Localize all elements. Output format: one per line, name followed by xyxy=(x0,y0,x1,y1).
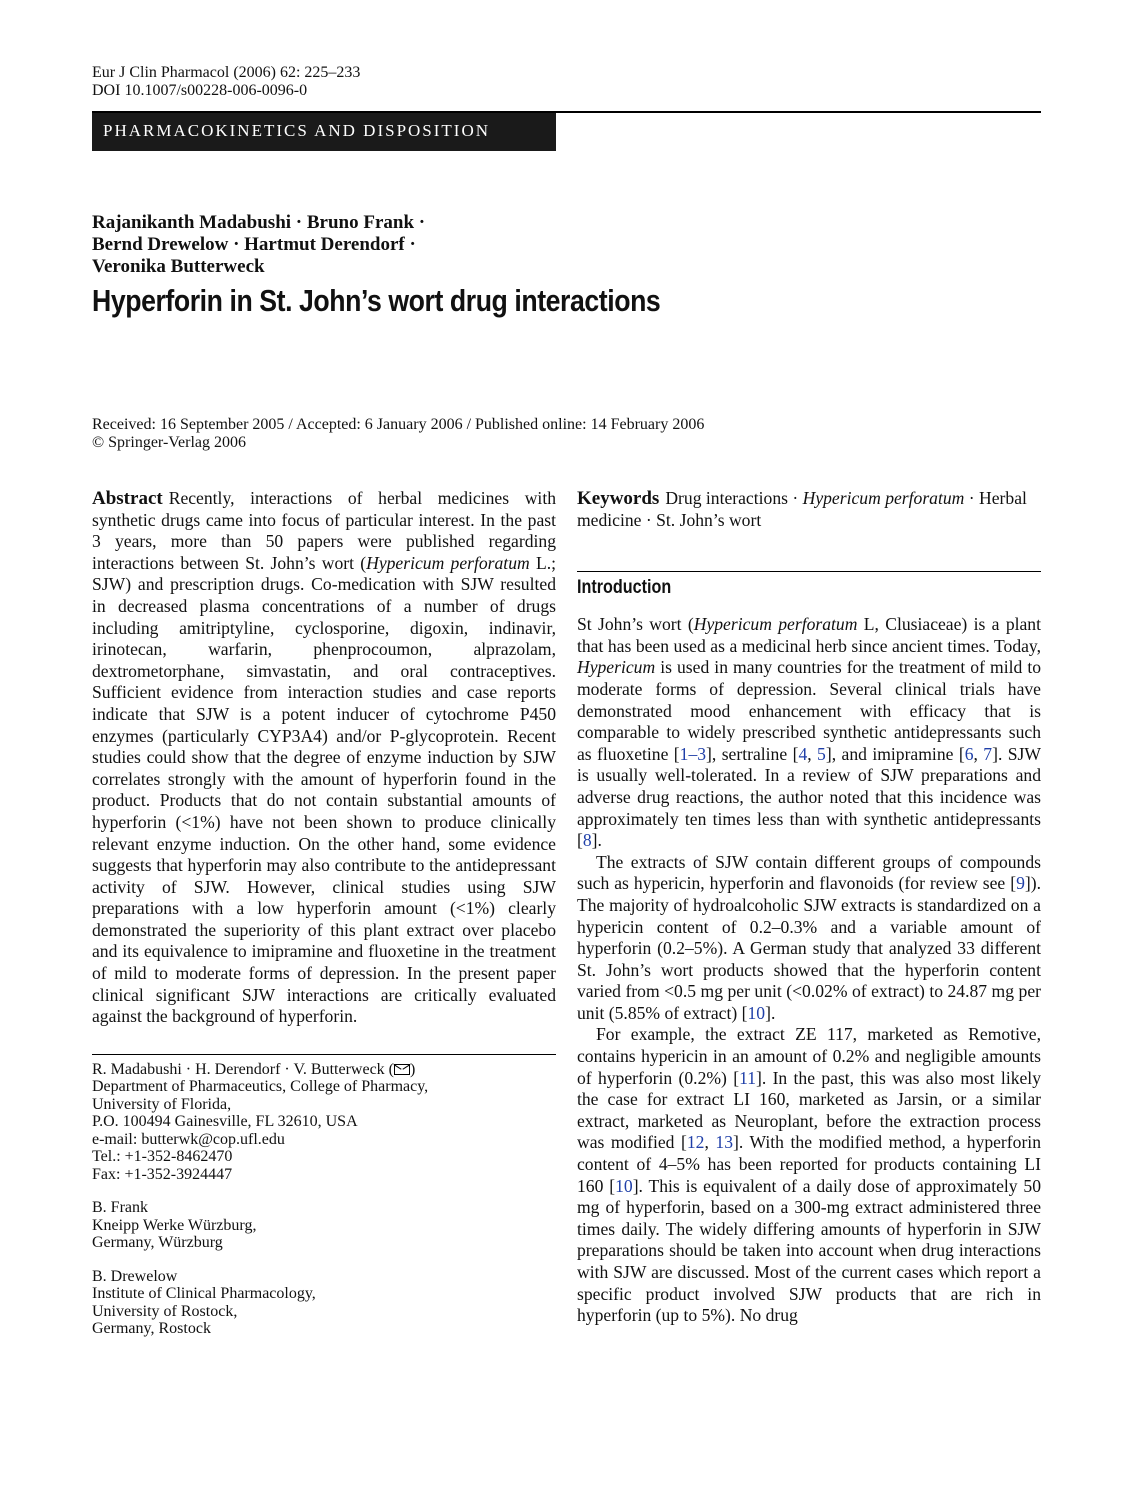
genus-name: Hypericum xyxy=(577,657,656,678)
text: ]). The majority of hydroalcoholic SJW extracts is standardized on a hypericin content of 0.2–0.3% and a variable amount of hyperforin (0.2–5%). A German study that analyzed 33 different St. John’s wort products showed that the hyperforin content varied from <0.5 mg per unit (<0.02% of extract) to 24.87 mg per unit (5.85% of extract) [ xyxy=(577,873,1041,1023)
keyword-species: Hypericum perforatum xyxy=(802,488,965,508)
citation-link[interactable]: 5 xyxy=(817,743,826,764)
paren: ) xyxy=(410,1060,416,1078)
affiliation-line: Germany, Rostock xyxy=(92,1320,211,1338)
publication-dates xyxy=(92,416,704,452)
fax-line: Fax: +1-352-3924447 xyxy=(92,1165,233,1183)
abstract xyxy=(92,488,556,1028)
text: is used in many countries for the treatment of mild to moderate forms of depression. Several clinical trials have demonstrated mood enhancement with efficacy that is comparable to widely prescribed synthetic antidepressants such as fluoxetine [ xyxy=(577,657,1041,764)
author-line: Veronika Butterweck xyxy=(92,256,265,277)
email-line: e-mail: butterwk@cop.ufl.edu xyxy=(92,1130,285,1148)
text: St John’s wort ( xyxy=(577,614,694,635)
affiliation-line: P.O. 100494 Gainesville, FL 32610, USA xyxy=(92,1113,358,1131)
introduction-rule xyxy=(577,571,1041,572)
affiliation-line xyxy=(92,1061,556,1079)
text: ]. This is equivalent of a daily dose of approximately 50 mg of hyperforin, based on a 300-mg extract administered three times daily. The widely differing amounts of hyperforin in SJW preparations should be taken into account when drug interactions with SJW are discussed. Most of the current cases which report a specific product involved SJW products that are rich in hyperforin (up to 5%). No drug xyxy=(577,1175,1041,1326)
citation-link[interactable]: 9 xyxy=(1016,873,1025,894)
affiliation-line: Kneipp Werke Würzburg, xyxy=(92,1216,257,1234)
text: , xyxy=(807,743,818,764)
doi: DOI 10.1007/s00228-006-0096-0 xyxy=(92,82,308,99)
journal-citation xyxy=(92,64,360,100)
envelope-icon xyxy=(394,1064,410,1075)
text: , xyxy=(973,743,984,764)
text: For example, the extract ZE 117, marketed as Remotive, contains hypericin in an amount of 0.2% and negligible amounts of hyperforin (0.2%) [ xyxy=(577,1024,1041,1088)
journal-reference: Eur J Clin Pharmacol (2006) 62: 225–233 xyxy=(92,64,361,81)
phone-line: Tel.: +1-352-8462470 xyxy=(92,1148,233,1166)
abstract-species: Hypericum perforatum xyxy=(366,552,530,573)
abstract-text: Recently, interactions of herbal medicines with synthetic drugs came into focus of particular interest. In the past 3 years, more than 50 papers were published regarding interactions between St. John’s wort ( xyxy=(92,488,556,573)
text: ]. With the modified method, a hyperforin content of 4–5% has been reported for products containing LI 160 [ xyxy=(577,1132,1041,1196)
article-title: Hyperforin in St. John’s wort drug interactions xyxy=(92,283,661,318)
intro-paragraph-2 xyxy=(577,852,1041,1025)
citation-link[interactable]: 8 xyxy=(582,830,592,851)
citation-link[interactable]: 13 xyxy=(715,1132,733,1153)
text: ]. xyxy=(591,830,602,851)
text: L, Clusiaceae) is a plant that has been used as a medicinal herb since ancient times. Today, xyxy=(577,614,1041,656)
affiliation-line: Department of Pharmaceutics, College of Pharmacy, xyxy=(92,1078,429,1096)
dates-line: Received: 16 September 2005 / Accepted: 6 January 2006 / Published online: 14 February 2006 xyxy=(92,416,705,433)
citation-link[interactable]: 11 xyxy=(739,1067,757,1088)
keywords-label: Keywords xyxy=(577,488,660,509)
text: , xyxy=(704,1132,716,1153)
citation-link[interactable]: 6 xyxy=(964,743,974,764)
intro-paragraph-3 xyxy=(577,1024,1041,1326)
affiliation-block xyxy=(92,1199,556,1252)
author-list xyxy=(92,212,425,278)
text: The extracts of SJW contain different groups of compounds such as hypericin, hyperforin and flavonoids (for review see [ xyxy=(577,851,1041,894)
citation-link[interactable]: 12 xyxy=(686,1132,705,1153)
intro-paragraph-1 xyxy=(577,614,1041,852)
left-column xyxy=(92,488,556,1338)
introduction-heading: Introduction xyxy=(577,577,672,599)
affiliation-block xyxy=(92,1061,556,1184)
affiliation-line: B. Frank xyxy=(92,1199,148,1217)
species-name: Hypericum perforatum xyxy=(693,614,858,635)
copyright-line: © Springer-Verlag 2006 xyxy=(92,434,247,451)
affiliation-rule xyxy=(92,1054,556,1055)
citation-link[interactable]: 4 xyxy=(798,743,808,764)
text: ]. xyxy=(765,1002,776,1023)
text: ], and imipramine [ xyxy=(825,743,965,764)
affiliation-line: University of Florida, xyxy=(92,1095,232,1113)
section-banner: PHARMACOKINETICS AND DISPOSITION xyxy=(92,113,556,151)
corresponding-authors: R. Madabushi · H. Derendorf · V. Butterweck ( xyxy=(92,1060,395,1078)
abstract-text: L.; SJW) and prescription drugs. Co-medication with SJW resulted in decreased plasma concentrations of a number of drugs including amitriptyline, cyclosporine, digoxin, indinavir, irinotecan, warfarin, phenprocoumon, alprazolam, dextrometorphane, simvastatin, and oral contraceptives. Sufficient evidence from interaction studies and case reports indicate that SJW is a potent inducer of cytochrome P450 enzymes (particularly CYP3A4) and/or P-glycoprotein. Recent studies could show that the degree of enzyme induction by SJW correlates strongly with the amount of hyperforin found in the product. Products that do not contain substantial amounts of hyperforin (<1%) have not been shown to produce clinically relevant enzyme induction. On the other hand, some evidence suggests that hyperforin may also contribute to the antidepressant activity of SJW. However, clinical studies using SJW preparations with a low hyperforin amount (<1%) clearly demonstrated the superiority of this plant extract over placebo and its equivalence to imipramine and fluoxetine in the treatment of mild to moderate forms of depression. In the present paper clinical significant SJW interactions are critically evaluated against the background of hyperforin. xyxy=(92,552,556,1027)
affiliation-line: University of Rostock, xyxy=(92,1302,238,1320)
author-line: Bernd Drewelow · Hartmut Derendorf · xyxy=(92,234,416,255)
text: ], sertraline [ xyxy=(706,743,799,764)
text: ]. SJW is usually well-tolerated. In a review of SJW preparations and adverse drug reactions, the author noted that this incidence was approximately ten times less than with synthetic antidepressants [ xyxy=(577,743,1041,851)
citation-link[interactable]: 1–3 xyxy=(679,743,707,764)
keywords xyxy=(577,488,1041,531)
keyword-text: Drug interactions · xyxy=(665,488,803,508)
affiliation-line: B. Drewelow xyxy=(92,1267,178,1285)
keyword-text: · Herbal medicine · St. John’s wort xyxy=(577,488,1027,530)
text: ]. In the past, this was also most likely the case for extract LI 160, marketed as Jarsin, or a similar extract, marketed as Neuroplant, before the extraction process was modified [ xyxy=(577,1067,1041,1153)
citation-link[interactable]: 10 xyxy=(615,1175,633,1196)
abstract-label: Abstract xyxy=(92,488,163,509)
citation-link[interactable]: 10 xyxy=(747,1002,766,1023)
affiliation-block xyxy=(92,1268,556,1338)
author-line: Rajanikanth Madabushi · Bruno Frank · xyxy=(92,212,426,233)
affiliation-line: Germany, Würzburg xyxy=(92,1234,223,1252)
affiliation-line: Institute of Clinical Pharmacology, xyxy=(92,1285,316,1303)
right-column xyxy=(577,488,1041,1327)
citation-link[interactable]: 7 xyxy=(983,743,993,764)
